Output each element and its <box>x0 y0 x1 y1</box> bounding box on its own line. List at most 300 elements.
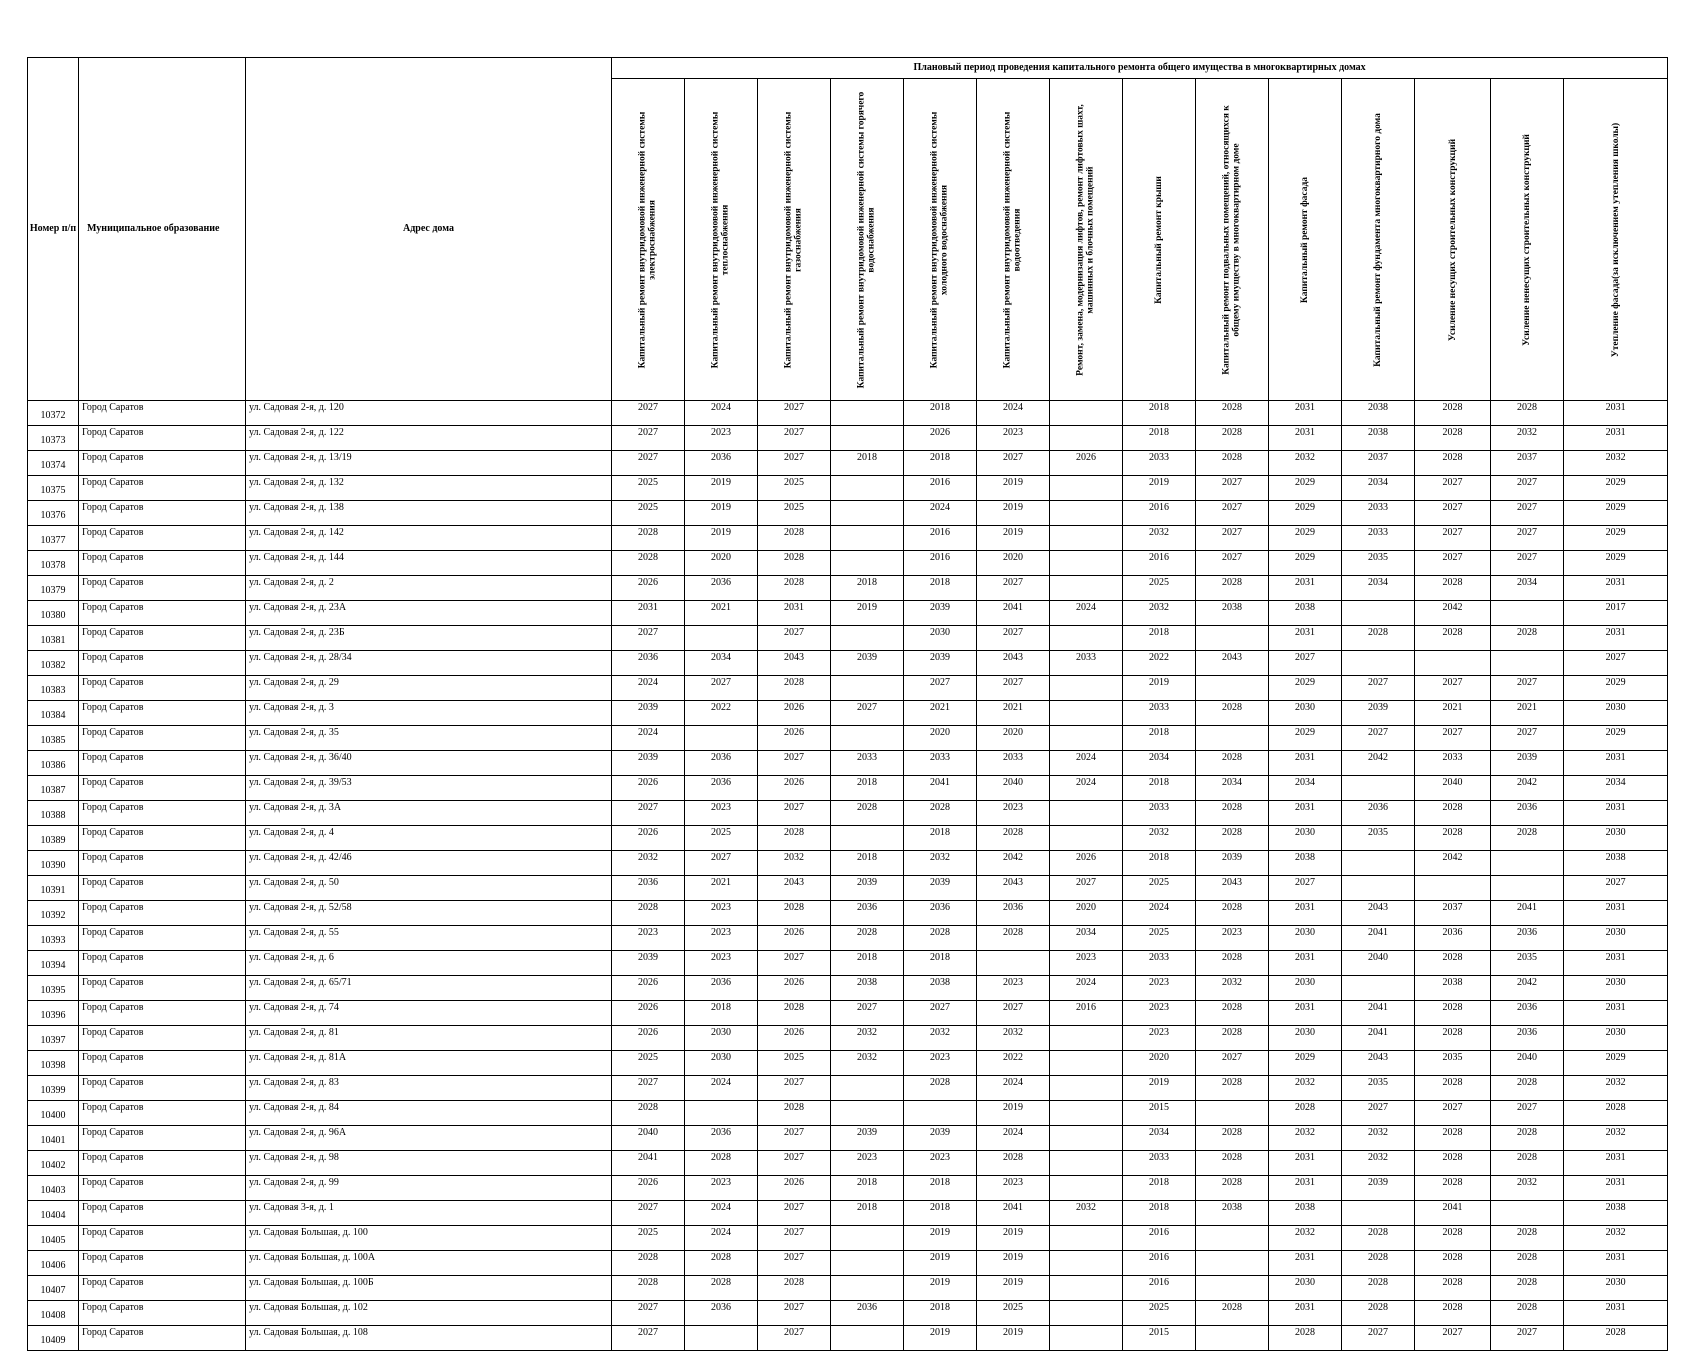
row-year-value: 2040 <box>1491 1051 1564 1076</box>
row-municipality: Город Саратов <box>79 576 246 601</box>
row-year-value: 2036 <box>1491 1001 1564 1026</box>
row-year-value: 2034 <box>1196 776 1269 801</box>
row-year-value: 2024 <box>977 1076 1050 1101</box>
row-year-value: 2036 <box>1491 801 1564 826</box>
row-year-value: 2028 <box>612 1101 685 1126</box>
row-year-value: 2028 <box>758 1101 831 1126</box>
row-year-value: 2036 <box>685 1126 758 1151</box>
row-year-value: 2016 <box>1123 551 1196 576</box>
row-year-value: 2023 <box>904 1051 977 1076</box>
row-year-value: 2034 <box>1123 751 1196 776</box>
row-year-value: 2024 <box>612 726 685 751</box>
row-year-value: 2032 <box>1342 1126 1415 1151</box>
row-address: ул. Садовая 2-я, д. 36/40 <box>246 751 612 776</box>
row-year-value: 2031 <box>1564 1151 1668 1176</box>
row-year-value: 2034 <box>685 651 758 676</box>
row-year-value: 2041 <box>904 776 977 801</box>
row-year-value <box>1050 1126 1123 1151</box>
row-number: 10408 <box>28 1301 79 1326</box>
row-year-value <box>1050 1226 1123 1251</box>
row-year-value: 2027 <box>1564 651 1668 676</box>
row-year-value: 2036 <box>685 751 758 776</box>
row-year-value: 2024 <box>1050 751 1123 776</box>
row-year-value: 2030 <box>1564 701 1668 726</box>
row-year-value: 2043 <box>758 651 831 676</box>
row-year-value: 2027 <box>612 1301 685 1326</box>
row-year-value <box>1415 651 1491 676</box>
row-number: 10391 <box>28 876 79 901</box>
row-year-value: 2022 <box>685 701 758 726</box>
header-work-14 <box>1564 79 1668 401</box>
row-year-value: 2025 <box>758 501 831 526</box>
table-row <box>28 826 1668 851</box>
row-year-value: 2017 <box>1564 601 1668 626</box>
row-year-value: 2023 <box>685 951 758 976</box>
header-work-label: Капитальный ремонт внутридомовой инженерной системы электроснабжения <box>637 111 658 368</box>
row-year-value: 2031 <box>1269 401 1342 426</box>
row-year-value: 2028 <box>1491 826 1564 851</box>
row-municipality: Город Саратов <box>79 701 246 726</box>
row-year-value: 2018 <box>831 451 904 476</box>
table-row <box>28 1201 1668 1226</box>
row-year-value <box>1196 726 1269 751</box>
row-address: ул. Садовая Большая, д. 100 <box>246 1226 612 1251</box>
row-year-value: 2039 <box>904 1126 977 1151</box>
row-year-value: 2027 <box>1415 501 1491 526</box>
row-year-value: 2039 <box>904 876 977 901</box>
row-year-value: 2040 <box>977 776 1050 801</box>
row-year-value: 2038 <box>831 976 904 1001</box>
row-year-value: 2031 <box>1269 626 1342 651</box>
row-year-value: 2028 <box>685 1251 758 1276</box>
row-year-value: 2028 <box>1415 451 1491 476</box>
row-year-value: 2035 <box>1342 551 1415 576</box>
row-year-value: 2018 <box>904 576 977 601</box>
row-year-value: 2019 <box>977 1276 1050 1301</box>
row-number: 10384 <box>28 701 79 726</box>
row-year-value: 2033 <box>1415 751 1491 776</box>
row-year-value: 2027 <box>758 1076 831 1101</box>
row-year-value: 2027 <box>1342 676 1415 701</box>
row-year-value: 2027 <box>758 1126 831 1151</box>
table-row <box>28 1126 1668 1151</box>
table-row <box>28 1226 1668 1251</box>
row-year-value: 2028 <box>1196 576 1269 601</box>
row-year-value: 2018 <box>904 401 977 426</box>
row-year-value: 2030 <box>1269 976 1342 1001</box>
row-year-value: 2031 <box>1269 426 1342 451</box>
table-row <box>28 526 1668 551</box>
row-municipality: Город Саратов <box>79 451 246 476</box>
row-year-value: 2023 <box>977 976 1050 1001</box>
row-year-value: 2028 <box>831 801 904 826</box>
row-address: ул. Садовая 2-я, д. 23А <box>246 601 612 626</box>
row-year-value: 2039 <box>831 876 904 901</box>
row-year-value: 2028 <box>612 1276 685 1301</box>
row-number: 10394 <box>28 951 79 976</box>
row-address: ул. Садовая 2-я, д. 84 <box>246 1101 612 1126</box>
row-year-value: 2027 <box>612 1326 685 1351</box>
row-year-value <box>831 1251 904 1276</box>
table-row <box>28 501 1668 526</box>
row-year-value: 2028 <box>758 676 831 701</box>
row-year-value: 2028 <box>977 826 1050 851</box>
row-year-value <box>1491 601 1564 626</box>
row-year-value: 2039 <box>1196 851 1269 876</box>
row-municipality: Город Саратов <box>79 1001 246 1026</box>
table-row <box>28 1076 1668 1101</box>
row-year-value <box>1050 1276 1123 1301</box>
row-year-value: 2031 <box>1269 1301 1342 1326</box>
row-year-value <box>831 551 904 576</box>
row-year-value: 2029 <box>1564 526 1668 551</box>
row-year-value: 2040 <box>1342 951 1415 976</box>
row-year-value: 2038 <box>1564 1201 1668 1226</box>
row-number: 10374 <box>28 451 79 476</box>
row-municipality: Город Саратов <box>79 801 246 826</box>
row-year-value <box>831 526 904 551</box>
row-address: ул. Садовая 2-я, д. 52/58 <box>246 901 612 926</box>
header-period-title: Плановый период проведения капитального ремонта общего имущества в многоквартирных домах <box>612 58 1668 79</box>
row-municipality: Город Саратов <box>79 1301 246 1326</box>
row-year-value: 2034 <box>1342 476 1415 501</box>
row-year-value: 2016 <box>1123 1226 1196 1251</box>
row-year-value: 2027 <box>1491 526 1564 551</box>
row-year-value: 2041 <box>1342 926 1415 951</box>
row-year-value: 2028 <box>1415 1251 1491 1276</box>
row-year-value: 2028 <box>1196 901 1269 926</box>
row-year-value: 2028 <box>1342 1276 1415 1301</box>
row-number: 10405 <box>28 1226 79 1251</box>
row-year-value: 2036 <box>831 901 904 926</box>
row-year-value: 2028 <box>1196 951 1269 976</box>
header-work-6 <box>977 79 1050 401</box>
row-year-value: 2034 <box>1050 926 1123 951</box>
row-year-value: 2015 <box>1123 1101 1196 1126</box>
row-year-value: 2028 <box>685 1276 758 1301</box>
row-number: 10392 <box>28 901 79 926</box>
row-year-value: 2028 <box>1196 801 1269 826</box>
row-year-value: 2023 <box>831 1151 904 1176</box>
row-year-value: 2027 <box>1491 676 1564 701</box>
row-year-value: 2019 <box>685 501 758 526</box>
row-year-value: 2019 <box>977 1101 1050 1126</box>
row-year-value: 2023 <box>685 926 758 951</box>
row-year-value: 2033 <box>1123 801 1196 826</box>
row-year-value: 2039 <box>612 701 685 726</box>
row-year-value <box>1342 651 1415 676</box>
header-work-4 <box>831 79 904 401</box>
row-year-value: 2023 <box>685 801 758 826</box>
row-year-value <box>1196 1326 1269 1351</box>
table-row <box>28 1001 1668 1026</box>
row-year-value: 2019 <box>977 476 1050 501</box>
row-year-value: 2024 <box>685 401 758 426</box>
row-year-value: 2027 <box>758 451 831 476</box>
row-year-value: 2018 <box>904 1176 977 1201</box>
row-year-value: 2031 <box>1564 1176 1668 1201</box>
row-year-value: 2021 <box>685 601 758 626</box>
row-year-value <box>1491 851 1564 876</box>
row-year-value: 2027 <box>758 1301 831 1326</box>
row-year-value: 2027 <box>758 1226 831 1251</box>
row-year-value: 2022 <box>1123 651 1196 676</box>
row-year-value: 2028 <box>1196 1151 1269 1176</box>
row-year-value: 2027 <box>1269 876 1342 901</box>
row-year-value: 2020 <box>977 551 1050 576</box>
row-year-value: 2036 <box>685 451 758 476</box>
row-year-value: 2018 <box>904 951 977 976</box>
row-year-value: 2036 <box>831 1301 904 1326</box>
row-year-value: 2032 <box>1269 1226 1342 1251</box>
row-number: 10386 <box>28 751 79 776</box>
row-municipality: Город Саратов <box>79 1226 246 1251</box>
table-row <box>28 1051 1668 1076</box>
row-year-value: 2019 <box>904 1276 977 1301</box>
row-year-value: 2026 <box>612 1026 685 1051</box>
row-year-value: 2028 <box>1415 1001 1491 1026</box>
row-municipality: Город Саратов <box>79 901 246 926</box>
row-year-value: 2025 <box>1123 926 1196 951</box>
row-year-value: 2028 <box>977 1151 1050 1176</box>
row-municipality: Город Саратов <box>79 976 246 1001</box>
table-row <box>28 701 1668 726</box>
row-address: ул. Садовая 2-я, д. 13/19 <box>246 451 612 476</box>
row-year-value: 2027 <box>758 1201 831 1226</box>
row-address: ул. Садовая 2-я, д. 42/46 <box>246 851 612 876</box>
header-work-3 <box>758 79 831 401</box>
row-year-value: 2024 <box>685 1201 758 1226</box>
row-address: ул. Садовая 2-я, д. 99 <box>246 1176 612 1201</box>
row-year-value: 2032 <box>1196 976 1269 1001</box>
row-year-value: 2028 <box>758 551 831 576</box>
row-number: 10376 <box>28 501 79 526</box>
header-municipality: Муниципальное образование <box>79 58 246 401</box>
row-year-value: 2039 <box>831 651 904 676</box>
row-year-value <box>685 1101 758 1126</box>
table-row <box>28 551 1668 576</box>
row-year-value: 2021 <box>685 876 758 901</box>
row-year-value: 2032 <box>1123 601 1196 626</box>
row-year-value: 2019 <box>904 1326 977 1351</box>
row-year-value: 2028 <box>1269 1326 1342 1351</box>
row-number: 10389 <box>28 826 79 851</box>
row-year-value <box>1050 726 1123 751</box>
row-year-value: 2039 <box>904 651 977 676</box>
row-year-value: 2027 <box>758 626 831 651</box>
row-year-value: 2028 <box>1564 1326 1668 1351</box>
row-year-value: 2027 <box>1415 1326 1491 1351</box>
row-year-value: 2016 <box>1050 1001 1123 1026</box>
row-year-value: 2040 <box>612 1126 685 1151</box>
row-year-value: 2029 <box>1564 476 1668 501</box>
row-year-value: 2028 <box>1196 826 1269 851</box>
row-year-value: 2028 <box>1415 1026 1491 1051</box>
row-year-value: 2024 <box>1050 601 1123 626</box>
row-year-value: 2031 <box>1564 801 1668 826</box>
row-year-value: 2032 <box>1269 1076 1342 1101</box>
row-year-value: 2027 <box>1050 876 1123 901</box>
row-year-value: 2018 <box>831 576 904 601</box>
row-year-value: 2032 <box>831 1026 904 1051</box>
row-year-value: 2019 <box>977 1326 1050 1351</box>
row-year-value: 2028 <box>1342 1226 1415 1251</box>
row-year-value: 2027 <box>612 801 685 826</box>
row-year-value: 2019 <box>977 1251 1050 1276</box>
row-year-value: 2015 <box>1123 1326 1196 1351</box>
row-year-value: 2028 <box>1415 826 1491 851</box>
row-year-value: 2027 <box>758 1326 831 1351</box>
row-year-value <box>831 726 904 751</box>
row-address: ул. Садовая 2-я, д. 96А <box>246 1126 612 1151</box>
header-work-label: Капитальный ремонт внутридомовой инженерной системы газоснабжения <box>783 111 804 368</box>
header-work-label: Капитальный ремонт фасада <box>1299 176 1310 303</box>
table-row <box>28 451 1668 476</box>
row-year-value <box>1342 851 1415 876</box>
header-work-label: Капитальный ремонт внутридомовой инженерной системы водоотведения <box>1002 111 1023 368</box>
row-number: 10372 <box>28 401 79 426</box>
header-work-label: Капитальный ремонт крыши <box>1153 175 1164 304</box>
row-year-value: 2028 <box>1415 801 1491 826</box>
row-year-value: 2028 <box>612 526 685 551</box>
row-municipality: Город Саратов <box>79 551 246 576</box>
row-year-value: 2025 <box>612 476 685 501</box>
row-number: 10409 <box>28 1326 79 1351</box>
row-year-value: 2031 <box>758 601 831 626</box>
row-year-value: 2027 <box>685 676 758 701</box>
row-year-value: 2038 <box>1269 1201 1342 1226</box>
row-year-value: 2041 <box>1415 1201 1491 1226</box>
header-work-13 <box>1491 79 1564 401</box>
row-year-value: 2028 <box>1564 1101 1668 1126</box>
row-year-value: 2033 <box>1123 951 1196 976</box>
row-year-value: 2028 <box>1415 576 1491 601</box>
row-year-value: 2036 <box>612 876 685 901</box>
row-year-value: 2027 <box>1342 1101 1415 1126</box>
row-year-value: 2032 <box>1564 1226 1668 1251</box>
header-num: Номер п/п <box>28 58 79 401</box>
row-address: ул. Садовая 2-я, д. 132 <box>246 476 612 501</box>
row-year-value: 2024 <box>612 676 685 701</box>
row-municipality: Город Саратов <box>79 651 246 676</box>
row-year-value: 2038 <box>1342 401 1415 426</box>
row-year-value <box>1196 1276 1269 1301</box>
row-year-value: 2019 <box>1123 1076 1196 1101</box>
row-year-value: 2032 <box>904 1026 977 1051</box>
row-address: ул. Садовая 2-я, д. 28/34 <box>246 651 612 676</box>
row-year-value <box>831 426 904 451</box>
row-year-value: 2023 <box>977 426 1050 451</box>
row-year-value <box>1342 1201 1415 1226</box>
row-municipality: Город Саратов <box>79 1076 246 1101</box>
row-year-value: 2019 <box>904 1226 977 1251</box>
row-year-value <box>1050 1101 1123 1126</box>
row-year-value <box>1050 1251 1123 1276</box>
table-row <box>28 926 1668 951</box>
row-year-value: 2027 <box>758 801 831 826</box>
row-address: ул. Садовая Большая, д. 100А <box>246 1251 612 1276</box>
row-address: ул. Садовая 2-я, д. 144 <box>246 551 612 576</box>
row-year-value: 2026 <box>612 576 685 601</box>
row-year-value: 2028 <box>1196 701 1269 726</box>
row-year-value: 2028 <box>1491 1126 1564 1151</box>
row-year-value <box>1050 1026 1123 1051</box>
row-year-value: 2028 <box>1415 626 1491 651</box>
row-year-value <box>1196 1226 1269 1251</box>
row-year-value: 2028 <box>1491 1251 1564 1276</box>
row-year-value: 2030 <box>1269 1276 1342 1301</box>
row-year-value: 2020 <box>1123 1051 1196 1076</box>
row-year-value: 2027 <box>1196 551 1269 576</box>
row-year-value: 2032 <box>1269 451 1342 476</box>
row-year-value: 2038 <box>1269 601 1342 626</box>
row-municipality: Город Саратов <box>79 426 246 451</box>
row-year-value: 2019 <box>831 601 904 626</box>
row-year-value: 2023 <box>904 1151 977 1176</box>
row-year-value: 2027 <box>1491 501 1564 526</box>
row-year-value: 2028 <box>1342 1301 1415 1326</box>
row-year-value: 2034 <box>1342 576 1415 601</box>
row-year-value <box>1342 976 1415 1001</box>
row-address: ул. Садовая 2-я, д. 98 <box>246 1151 612 1176</box>
row-year-value: 2031 <box>1269 1251 1342 1276</box>
row-year-value: 2023 <box>685 1176 758 1201</box>
row-year-value: 2026 <box>758 976 831 1001</box>
row-municipality: Город Саратов <box>79 1151 246 1176</box>
row-year-value: 2030 <box>685 1051 758 1076</box>
row-municipality: Город Саратов <box>79 476 246 501</box>
row-year-value <box>1050 801 1123 826</box>
row-year-value: 2028 <box>758 576 831 601</box>
row-year-value <box>1491 651 1564 676</box>
row-year-value <box>1050 501 1123 526</box>
row-address: ул. Садовая Большая, д. 108 <box>246 1326 612 1351</box>
row-year-value <box>1050 1076 1123 1101</box>
header-work-label: Усиление ненесущих строительных конструкций <box>1521 133 1532 346</box>
row-year-value: 2031 <box>612 601 685 626</box>
row-year-value <box>1050 476 1123 501</box>
row-year-value <box>831 1076 904 1101</box>
row-year-value: 2024 <box>977 1126 1050 1151</box>
row-year-value: 2018 <box>831 1176 904 1201</box>
row-year-value: 2028 <box>1196 401 1269 426</box>
row-address: ул. Садовая 2-я, д. 29 <box>246 676 612 701</box>
capital-repair-table <box>27 57 1668 1351</box>
row-address: ул. Садовая 2-я, д. 2 <box>246 576 612 601</box>
header-work-2 <box>685 79 758 401</box>
row-address: ул. Садовая 3-я, д. 1 <box>246 1201 612 1226</box>
row-year-value: 2026 <box>758 726 831 751</box>
row-year-value: 2037 <box>1342 451 1415 476</box>
row-year-value: 2031 <box>1564 751 1668 776</box>
table-body <box>28 401 1668 1351</box>
row-year-value: 2024 <box>1050 976 1123 1001</box>
row-year-value: 2042 <box>977 851 1050 876</box>
row-municipality: Город Саратов <box>79 1101 246 1126</box>
row-year-value: 2041 <box>977 601 1050 626</box>
row-year-value: 2041 <box>1491 901 1564 926</box>
table-row <box>28 751 1668 776</box>
header-work-label: Капитальный ремонт внутридомовой инженерной системы теплоснабжения <box>710 111 731 368</box>
row-year-value: 2027 <box>758 1151 831 1176</box>
row-year-value: 2028 <box>904 926 977 951</box>
row-year-value: 2027 <box>904 676 977 701</box>
row-year-value <box>831 676 904 701</box>
row-year-value: 2028 <box>1491 1226 1564 1251</box>
row-year-value: 2043 <box>758 876 831 901</box>
row-year-value: 2023 <box>612 926 685 951</box>
row-year-value <box>1050 1301 1123 1326</box>
